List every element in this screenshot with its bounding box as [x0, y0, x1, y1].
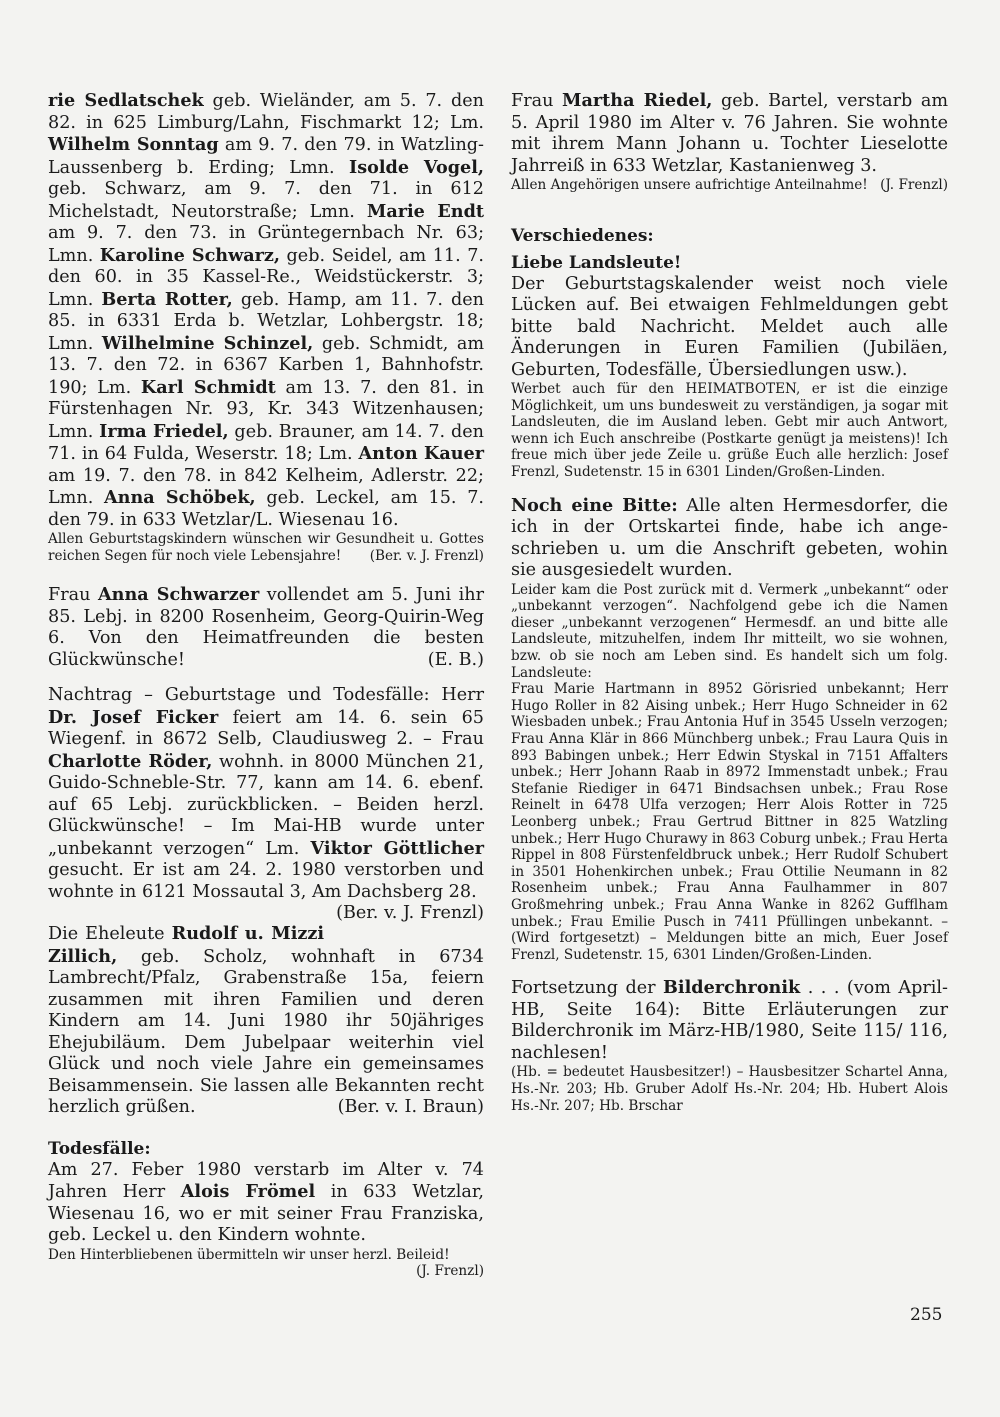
text-run: am 19. 7. den 78. in 842 Kelheim, Adlerstr. 22; Lmn.	[48, 465, 484, 508]
bilderchronik-note: (Hb. = bedeutet Hausbesitzer!) – Hausbesitzer Schartel Anna, Hs.-Nr. 203; Hb. Gruber Adolf Hs.-Nr. 204; Hb. Hubert Alois Hs.-Nr. 207; Hb. Brschar	[511, 1064, 948, 1114]
person-name: Wilhelm Sonntag	[48, 134, 219, 155]
froemel-note	[48, 1246, 484, 1280]
text-run: wohnh. in 8000 München 21, Guido-Schneble-Str. 77, kann am 14. 6. ebenf. auf 65 Lebj. zurückblicken. – Beiden herzl. Glückwünsche! – Im Mai-HB wurde unter „unbekannt verzogen“ Lm.	[48, 751, 484, 859]
noch-eine-bitte-lead: Noch eine Bitte:	[511, 494, 678, 516]
text-run: am 13. 7. den 81. in Fürstenhagen Nr. 93, Kr. 343 Witzenhausen; Lmn.	[48, 377, 484, 442]
anna-schwarzer-entry	[48, 584, 484, 671]
right-column	[511, 90, 948, 1114]
page-number: 255	[910, 1305, 943, 1325]
birthday-note	[48, 531, 484, 564]
text-run: geb. Schmidt, am 13. 7. den 72. in 6367 Karben 1, Bahnhofstr. 190; Lm.	[48, 333, 485, 398]
landsleute-heading: Liebe Landsleute!	[511, 252, 682, 273]
nachtrag-entry	[48, 685, 484, 924]
text-run: Die Eheleute	[48, 924, 172, 945]
person-name: Viktor Göttlicher	[310, 837, 484, 859]
bilderchronik-entry	[511, 977, 948, 1064]
birthday-note-text: Allen Geburtstagskindern wünschen wir Gesundheit u. Gottes reichen Segen für noch viele Lebensjahre!	[48, 531, 484, 564]
text-run: geb. Schwarz, am 9. 7. den 71. in 612 Michelstadt, Neutorstraße; Lmn.	[48, 179, 484, 222]
text-run: am 9. 7. den 79. in Watzling-Laussenberg b. Erding; Lmn.	[48, 135, 484, 178]
person-name: Martha Riedel,	[562, 90, 713, 111]
text-run: Frau	[48, 585, 99, 606]
unbekannt-list: Frau Marie Hartmann in 8952 Görisried unbekannt; Herr Hugo Roller in 82 Aising unbek.; Herr Hugo Schneider in 62 Wiesbaden unbek.; Frau Antonia Huf in 3545 Usseln verzogen; Frau Anna Klär in 866 Münchberg unbek.; Frau Laura Quis in 893 Babingen unbek.; Herr Edwin Styskal in 7151 Affalters unbek.; Herr Johann Raab in 8972 Immenstadt unbek.; Frau Stefanie Riediger in 6471 Bindsachsen unbek.; Frau Rose Reinelt in 6478 Ulfa verzogen; Herr Alois Rotter in 725 Leonberg unbek.; Frau Gertrud Bittner in 825 Watzling unbek.; Herr Hugo Churawy in 863 Coburg unbek.; Frau Herta Rippel in 808 Fürstenfeldbruck unbek.; Herr Rudolf Schubert in 3501 Hohenkirchen unbek.; Frau Ottilie Neumann in 82 Rosenheim unbek.; Frau Anna Faulhammer in 807 Großmehring unbek.; Frau Anna Wanke in 8262 Gufflham unbek.; Frau Emilie Pusch in 7411 Pfüllingen unbekannt. – (Wird fortgesetzt) – Meldungen bitte an mich, Euer Josef Frenzl, Sudetenstr. 15, 6301 Linden/Großen-Linden.	[511, 681, 948, 963]
person-name: Karoline Schwarz,	[99, 244, 281, 266]
anna-schwarzer-text	[48, 585, 484, 670]
person-name: Berta Rotter,	[101, 288, 233, 310]
anna-schwarzer-signature: (E. B.)	[427, 649, 484, 670]
froemel-note-text: Den Hinterbliebenen übermitteln wir unser herzl. Beileid!	[48, 1246, 450, 1263]
riedel-note-signature: (J. Frenzl)	[880, 177, 948, 193]
zillich-jubilee-entry	[48, 923, 484, 1119]
person-name: Rudolf u. Mizzi Zillich,	[48, 923, 325, 967]
froemel-note-signature: (J. Frenzl)	[416, 1263, 484, 1280]
text-run: gesucht. Er ist am 24. 2. 1980 verstorben und wohnte in 6121 Mossautal 3, Am Dachsberg 28.	[48, 860, 484, 902]
zillich-jubilee-signature: (Ber. v. I. Braun)	[337, 1097, 484, 1118]
person-name: Bilderchronik	[663, 977, 801, 999]
person-name: Anna Schöbek,	[104, 487, 256, 508]
nachtrag-text	[48, 685, 484, 902]
text-run: . . . (vom April-HB, Seite 164): Bitte Erläuterungen zur Bilderchronik im März-HB/1980, Seite 115/ 116, nachlesen!	[511, 978, 948, 1063]
zillich-jubilee-text	[48, 924, 484, 1117]
text-run: Nachtrag – Geburtstage und Todesfälle: Herr	[48, 685, 484, 706]
birthday-list	[48, 90, 484, 531]
person-name: Karl Schmidt	[140, 376, 276, 398]
left-column	[48, 90, 484, 1280]
text-run: geb. Seidel, am 11. 7. den 60. in 35 Kassel-Re., Weidstückerstr. 3; Lmn.	[48, 245, 484, 310]
riedel-entry	[511, 90, 948, 177]
verschiedenes-heading: Verschiedenes:	[511, 225, 654, 246]
person-name: Anton Kauer	[358, 443, 484, 464]
person-name: rie Sedlatschek	[48, 90, 204, 111]
text-run: feiert am 14. 6. sein 65 Wiegenf. in 8672 Selb, Claudiusweg 2. – Frau	[48, 707, 484, 750]
birthday-note-signature: (Ber. v. J. Frenzl)	[369, 547, 484, 564]
froemel-entry	[48, 1160, 484, 1247]
text-run: in 633 Wetzlar, Wiesenau 16, wo er mit seiner Frau Franziska, geb. Leckel u. den Kindern wohnte.	[48, 1182, 484, 1246]
person-name: Charlotte Röder,	[48, 750, 213, 772]
text-run: geb. Bartel, verstarb am 5. April 1980 im Alter v. 76 Jahren. Sie wohnte mit ihrem Mann Johann u. Tochter Lieselotte Jahrreiß in 633 Wetzlar, Kastanienweg 3.	[511, 91, 949, 176]
unbekannt-note: Leider kam die Post zurück mit d. Vermerk „unbekannt“ oder „unbekannt verzogen“. Nachfolgend gebe ich die Namen dieser „unbekannt verzogenen“ Hermesdf. an und bitte alle Landsleute, mitzuhelfen, indem Ihr mitteilt, wo sie wohnen, bzw. ob sie noch am Leben sind. Es handelt sich um folg. Landsleute:	[511, 581, 948, 681]
nachtrag-signature: (Ber. v. J. Frenzl)	[336, 903, 484, 924]
person-name: Alois Frömel	[180, 1181, 316, 1203]
todesfaelle-heading: Todesfälle:	[48, 1138, 151, 1159]
text-run: geb. Wieländer, am 5. 7. den 82. in 625 Limburg/Lahn, Fischmarkt 12; Lm.	[48, 91, 484, 133]
text-run: geb. Brauner, am 14. 7. den 71. in 64 Fulda, Weserstr. 18; Lm.	[48, 421, 484, 464]
person-name: Isolde Vogel,	[348, 156, 484, 178]
text-run: geb. Scholz, wohnhaft in 6734 Lambrecht/Pfalz, Grabenstraße 15a, feiern zusammen mit ihren Familien und deren Kindern am 14. Juni 1980 ihr 50jähriges Ehejubiläum. Dem Jubelpaar weiterhin viel Glück und noch viele Jahre ein gemeinsames Beisammensein. Sie lassen alle Bekannten recht herzlich grüßen.	[48, 946, 484, 1118]
riedel-note	[511, 177, 948, 194]
noch-eine-bitte-entry	[511, 495, 948, 582]
person-name: Irma Friedel,	[99, 420, 229, 442]
text-run: Frau	[511, 91, 563, 111]
person-name: Wilhelmine Schinzel,	[101, 332, 314, 354]
text-run: vollendet am 5. Juni ihr 85. Lebj. in 8200 Rosenheim, Georg-Quirin-Weg 6. Von den Heimatfreunden die besten Glückwünsche!	[48, 585, 485, 670]
heimatbote-note: Werbet auch für den HEIMATBOTEN, er ist die einzige Möglichkeit, um uns bundesweit zu verständigen, ja sogar mit Landsleuten, die im Ausland leben. Gebt mir auch Antwort, wenn ich Euch anschreibe (Postkarte genügt ja meistens)! Ich freue mich über jede Zeile u. grüße Euch alle herzlich: Josef Frenzl, Sudetenstr. 15 in 6301 Linden/Großen-Linden.	[511, 381, 948, 481]
noch-eine-bitte-text: Alle alten Hermesdorfer, die ich in der Ortskartei finde, habe ich angeschrieben u. um die Anschrift gebeten, wohin sie ausgesiedelt wurden.	[511, 495, 948, 581]
text-run: geb. Leckel, am 15. 7. den 79. in 633 Wetzlar/L. Wiesenau 16.	[48, 488, 485, 530]
text-run: geb. Hamp, am 11. 7. den 85. in 6331 Erda b. Wetzlar, Lohbergstr. 18; Lmn.	[48, 289, 484, 354]
text-run: Am 27. Feber 1980 verstarb im Alter v. 74 Jahren Herr	[48, 1159, 484, 1203]
landsleute-text: Der Geburtstagskalender weist noch viele Lücken auf. Bei etwaigen Fehlmeldungen gebt bitte bald Nachricht. Meldet auch alle Änderungen in Euren Familien (Jubiläen, Geburten, Todesfälle, Übersiedlungen usw.).	[511, 273, 948, 380]
person-name: Anna Schwarzer	[98, 584, 260, 606]
text-run: am 9. 7. den 73. in Grüntegernbach Nr. 63; Lmn.	[48, 223, 484, 266]
person-name: Marie Endt	[366, 200, 485, 222]
riedel-note-text: Allen Angehörigen unsere aufrichtige Anteilnahme!	[511, 177, 868, 193]
text-run: Fortsetzung der	[511, 978, 664, 999]
person-name: Dr. Josef Ficker	[48, 706, 219, 728]
